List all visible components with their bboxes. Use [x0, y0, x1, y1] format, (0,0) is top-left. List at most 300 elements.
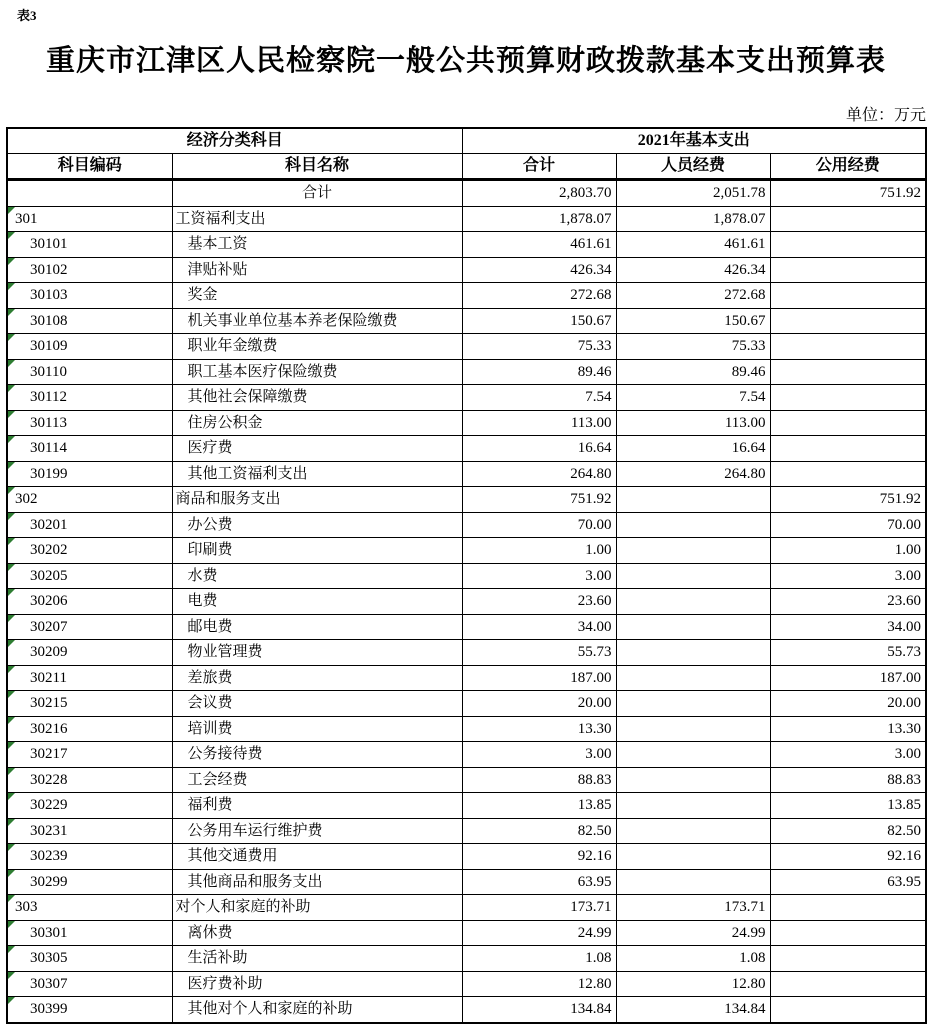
cell-total — [462, 665, 616, 691]
cell-personnel-expense — [616, 257, 770, 283]
table-row — [7, 742, 926, 768]
cell-public-expense — [770, 920, 926, 946]
cell-subject-code-text: 30201 — [30, 516, 68, 533]
cell-subject-code — [7, 971, 172, 997]
cell-personnel-expense — [616, 563, 770, 589]
cell-subject-code — [7, 997, 172, 1023]
col-header-subject-name: 科目名称 — [172, 154, 462, 180]
table-row — [7, 206, 926, 232]
cell-public-expense — [770, 385, 926, 411]
cell-total-text: 88.83 — [577, 771, 612, 788]
cell-subject-name-text: 其他社会保障缴费 — [187, 389, 308, 405]
cell-subject-code-text: 303 — [15, 899, 38, 915]
cell-total-text: 461.61 — [570, 236, 612, 252]
cell-subject-name — [172, 589, 462, 615]
cell-subject-code-text: 30113 — [30, 414, 67, 431]
cell-subject-name-text: 公务用车运行维护费 — [187, 822, 323, 839]
cell-personnel-expense — [616, 538, 770, 564]
cell-total — [462, 461, 616, 487]
cell-subject-code — [7, 716, 172, 742]
cell-public-expense — [770, 512, 926, 538]
cell-public-expense — [770, 232, 926, 258]
cell-subject-code — [7, 793, 172, 819]
cell-subject-code-text: 30103 — [30, 287, 68, 303]
table-header — [7, 128, 926, 180]
green-triangle-icon — [8, 997, 15, 1004]
cell-subject-name-text: 其他交通费用 — [187, 848, 278, 864]
green-triangle-icon — [8, 666, 15, 673]
cell-subject-name-text: 津贴补贴 — [187, 261, 248, 278]
cell-subject-name — [172, 206, 462, 232]
cell-subject-code-text: 30199 — [30, 465, 68, 482]
cell-personnel-expense — [616, 920, 770, 946]
cell-public-expense — [770, 410, 926, 436]
table-body — [7, 180, 926, 1023]
cell-total — [462, 869, 616, 895]
cell-subject-name — [172, 385, 462, 411]
cell-subject-code-text: 30112 — [30, 389, 67, 405]
cell-subject-code — [7, 640, 172, 666]
table-row — [7, 589, 926, 615]
cell-total — [462, 563, 616, 589]
cell-total — [462, 410, 616, 436]
cell-total-text: 23.60 — [577, 593, 612, 609]
cell-personnel-expense — [616, 946, 770, 972]
cell-total — [462, 895, 616, 921]
cell-subject-name-text: 其他对个人和家庭的补助 — [187, 1001, 353, 1017]
cell-public-expense — [770, 640, 926, 666]
header-economic-classification: 经济分类科目 — [7, 128, 462, 154]
cell-subject-code — [7, 461, 172, 487]
cell-subject-code-text: 30216 — [30, 720, 68, 737]
table-row — [7, 359, 926, 385]
cell-personnel-expense-text: 75.33 — [731, 338, 766, 354]
cell-subject-name-text: 工会经费 — [187, 771, 248, 788]
cell-total — [462, 308, 616, 334]
table-row — [7, 385, 926, 411]
cell-personnel-expense — [616, 512, 770, 538]
col-header-public-expense: 公用经费 — [770, 154, 926, 180]
cell-total-text: 3.00 — [585, 746, 612, 762]
green-triangle-icon — [8, 844, 15, 851]
cell-subject-name — [172, 691, 462, 717]
cell-subject-code — [7, 512, 172, 538]
green-triangle-icon — [8, 972, 15, 979]
cell-personnel-expense-text: 134.84 — [724, 1001, 766, 1017]
cell-subject-code-text: 30114 — [30, 440, 67, 456]
cell-subject-code-text: 30228 — [30, 771, 68, 788]
cell-subject-name-text: 医疗费补助 — [187, 975, 263, 992]
cell-subject-code — [7, 257, 172, 283]
cell-public-expense — [770, 308, 926, 334]
cell-total — [462, 920, 616, 946]
cell-total-text: 187.00 — [570, 669, 612, 686]
cell-subject-code-text: 30108 — [30, 312, 68, 329]
green-triangle-icon — [8, 513, 15, 520]
cell-public-expense-text: 751.92 — [879, 185, 922, 201]
green-triangle-icon — [8, 232, 15, 239]
cell-personnel-expense-text: 7.54 — [739, 389, 766, 405]
table-row — [7, 410, 926, 436]
cell-subject-name-text: 福利费 — [187, 797, 233, 813]
cell-total — [462, 283, 616, 309]
cell-total-text: 272.68 — [570, 287, 612, 303]
cell-subject-code — [7, 614, 172, 640]
cell-public-expense-text: 13.30 — [887, 720, 922, 737]
green-triangle-icon — [8, 309, 15, 316]
cell-subject-name — [172, 436, 462, 462]
cell-public-expense — [770, 997, 926, 1023]
cell-subject-name — [172, 640, 462, 666]
cell-personnel-expense — [616, 334, 770, 360]
table-row — [7, 844, 926, 870]
green-triangle-icon — [8, 946, 15, 953]
cell-total-text: 12.80 — [577, 975, 612, 992]
cell-subject-name — [172, 716, 462, 742]
cell-subject-code — [7, 665, 172, 691]
table-row — [7, 640, 926, 666]
cell-personnel-expense-text: 89.46 — [731, 363, 766, 380]
cell-subject-name — [172, 180, 462, 207]
cell-subject-name — [172, 665, 462, 691]
cell-personnel-expense — [616, 385, 770, 411]
cell-public-expense-text: 88.83 — [887, 771, 922, 788]
cell-total — [462, 359, 616, 385]
cell-subject-code-text: 30229 — [30, 797, 68, 813]
cell-public-expense — [770, 946, 926, 972]
cell-subject-code — [7, 691, 172, 717]
cell-total-text: 16.64 — [577, 440, 612, 456]
cell-subject-code-text: 30209 — [30, 644, 68, 660]
cell-subject-code-text: 30307 — [30, 975, 68, 992]
cell-total — [462, 436, 616, 462]
cell-personnel-expense — [616, 665, 770, 691]
cell-total-text: 89.46 — [577, 363, 612, 380]
cell-subject-code — [7, 232, 172, 258]
table-row — [7, 538, 926, 564]
green-triangle-icon — [8, 283, 15, 290]
cell-total — [462, 997, 616, 1023]
cell-subject-code-text: 30109 — [30, 338, 68, 354]
cell-subject-code — [7, 895, 172, 921]
cell-subject-name-text: 会议费 — [187, 695, 233, 711]
cell-subject-name-text: 公务接待费 — [187, 746, 263, 762]
cell-personnel-expense — [616, 793, 770, 819]
table-row — [7, 946, 926, 972]
cell-total — [462, 334, 616, 360]
cell-public-expense-text: 3.00 — [894, 567, 922, 584]
cell-subject-name-text: 奖金 — [187, 287, 218, 303]
cell-subject-name-text: 电费 — [187, 593, 218, 609]
cell-public-expense — [770, 436, 926, 462]
cell-public-expense — [770, 742, 926, 768]
cell-total-text: 82.50 — [577, 822, 612, 839]
cell-subject-name-text: 机关事业单位基本养老保险缴费 — [187, 312, 398, 329]
green-triangle-icon — [8, 717, 15, 724]
cell-subject-name — [172, 334, 462, 360]
cell-subject-code-text: 30239 — [30, 848, 68, 864]
cell-personnel-expense-text: 16.64 — [731, 440, 766, 456]
cell-subject-name — [172, 283, 462, 309]
green-triangle-icon — [8, 742, 15, 749]
cell-total-text: 426.34 — [570, 261, 612, 278]
table-row — [7, 487, 926, 513]
cell-public-expense — [770, 257, 926, 283]
cell-personnel-expense — [616, 818, 770, 844]
cell-total-text: 751.92 — [570, 491, 612, 507]
cell-subject-name-text: 医疗费 — [187, 440, 233, 456]
cell-total-text: 55.73 — [577, 644, 612, 660]
green-triangle-icon — [8, 793, 15, 800]
cell-total-text: 150.67 — [570, 312, 612, 329]
cell-personnel-expense-text: 426.34 — [724, 261, 766, 278]
cell-total-text: 264.80 — [570, 465, 612, 482]
cell-total — [462, 640, 616, 666]
cell-subject-name — [172, 410, 462, 436]
cell-total — [462, 206, 616, 232]
cell-subject-name-text: 培训费 — [187, 720, 233, 737]
cell-subject-name — [172, 742, 462, 768]
cell-personnel-expense — [616, 359, 770, 385]
cell-subject-name — [172, 308, 462, 334]
cell-subject-code-text: 30211 — [30, 669, 67, 686]
cell-subject-code — [7, 359, 172, 385]
cell-total — [462, 844, 616, 870]
cell-subject-code — [7, 283, 172, 309]
cell-subject-code-text: 302 — [15, 491, 38, 507]
cell-subject-name-text: 差旅费 — [187, 669, 233, 686]
cell-personnel-expense — [616, 436, 770, 462]
table-row — [7, 793, 926, 819]
col-header-subject-code: 科目编码 — [7, 154, 172, 180]
cell-subject-name-text: 对个人和家庭的补助 — [175, 899, 311, 915]
cell-subject-name-text: 职工基本医疗保险缴费 — [187, 363, 338, 380]
cell-public-expense — [770, 665, 926, 691]
cell-personnel-expense-text: 173.71 — [724, 899, 766, 915]
cell-personnel-expense — [616, 206, 770, 232]
cell-subject-name — [172, 614, 462, 640]
cell-subject-name — [172, 997, 462, 1023]
cell-subject-code — [7, 767, 172, 793]
cell-public-expense — [770, 538, 926, 564]
cell-total — [462, 716, 616, 742]
cell-subject-name — [172, 232, 462, 258]
cell-subject-code-text: 30202 — [30, 542, 68, 558]
cell-personnel-expense-text: 113.00 — [724, 414, 766, 431]
cell-total-text: 92.16 — [577, 848, 612, 864]
table-row — [7, 334, 926, 360]
cell-personnel-expense-text: 150.67 — [724, 312, 766, 329]
cell-personnel-expense — [616, 308, 770, 334]
cell-subject-code-text: 30231 — [30, 822, 68, 839]
green-triangle-icon — [8, 487, 15, 494]
cell-subject-code-text: 30205 — [30, 567, 68, 584]
green-triangle-icon — [8, 411, 15, 418]
cell-subject-code-text: 30215 — [30, 695, 68, 711]
cell-total-text: 134.84 — [570, 1001, 612, 1017]
cell-total-text: 13.30 — [577, 720, 612, 737]
cell-public-expense-text: 34.00 — [887, 618, 922, 635]
green-triangle-icon — [8, 258, 15, 265]
cell-total-text: 2,803.70 — [559, 185, 612, 201]
cell-public-expense-text: 63.95 — [887, 873, 922, 890]
col-header-total: 合计 — [462, 154, 616, 180]
cell-subject-code — [7, 563, 172, 589]
cell-public-expense — [770, 971, 926, 997]
table-row — [7, 869, 926, 895]
cell-personnel-expense — [616, 640, 770, 666]
table-row — [7, 436, 926, 462]
cell-subject-code-text: 30305 — [30, 950, 68, 966]
green-triangle-icon — [8, 207, 15, 214]
table-row — [7, 461, 926, 487]
cell-total-text: 75.33 — [577, 338, 612, 354]
cell-personnel-expense — [616, 691, 770, 717]
cell-subject-code-text: 30207 — [30, 618, 68, 635]
cell-subject-name — [172, 920, 462, 946]
green-triangle-icon — [8, 870, 15, 877]
table-row — [7, 257, 926, 283]
cell-total-text: 1,878.07 — [559, 210, 612, 227]
cell-subject-name — [172, 538, 462, 564]
cell-personnel-expense — [616, 767, 770, 793]
page-title: 重庆市江津区人民检察院一般公共预算财政拨款基本支出预算表 — [45, 45, 886, 77]
cell-public-expense — [770, 283, 926, 309]
cell-total-text: 63.95 — [577, 873, 612, 890]
cell-subject-code-text: 30206 — [30, 593, 68, 609]
cell-subject-code — [7, 818, 172, 844]
cell-personnel-expense — [616, 283, 770, 309]
cell-personnel-expense-text: 1,878.07 — [713, 210, 766, 227]
table-number-tag: 表3 — [17, 8, 37, 23]
cell-subject-name — [172, 359, 462, 385]
table-row — [7, 563, 926, 589]
cell-total — [462, 232, 616, 258]
cell-total-text: 70.00 — [577, 516, 612, 533]
cell-subject-code-text: 30110 — [30, 363, 67, 380]
cell-public-expense-text: 70.00 — [887, 516, 922, 533]
cell-public-expense — [770, 461, 926, 487]
table-row — [7, 997, 926, 1023]
cell-public-expense — [770, 767, 926, 793]
table-row — [7, 665, 926, 691]
cell-subject-name-text: 办公费 — [187, 516, 233, 533]
cell-public-expense — [770, 334, 926, 360]
cell-personnel-expense — [616, 895, 770, 921]
table-row — [7, 283, 926, 309]
cell-public-expense — [770, 869, 926, 895]
cell-subject-name-text: 基本工资 — [187, 236, 248, 252]
cell-public-expense-text: 23.60 — [887, 593, 922, 609]
cell-total — [462, 946, 616, 972]
cell-total — [462, 257, 616, 283]
green-triangle-icon — [8, 895, 15, 902]
cell-total-text: 24.99 — [577, 924, 612, 941]
green-triangle-icon — [8, 334, 15, 341]
cell-subject-name — [172, 869, 462, 895]
cell-total — [462, 971, 616, 997]
cell-subject-code — [7, 334, 172, 360]
cell-public-expense — [770, 614, 926, 640]
cell-total — [462, 691, 616, 717]
table-row — [7, 716, 926, 742]
cell-public-expense-text: 20.00 — [887, 695, 922, 711]
cell-public-expense — [770, 895, 926, 921]
green-triangle-icon — [8, 436, 15, 443]
table-row — [7, 512, 926, 538]
cell-public-expense — [770, 487, 926, 513]
cell-subject-code — [7, 742, 172, 768]
cell-total-text: 113.00 — [570, 414, 612, 431]
cell-total — [462, 487, 616, 513]
cell-public-expense-text: 187.00 — [879, 669, 922, 686]
green-triangle-icon — [8, 640, 15, 647]
cell-total — [462, 742, 616, 768]
cell-subject-code — [7, 869, 172, 895]
cell-personnel-expense — [616, 589, 770, 615]
green-triangle-icon — [8, 385, 15, 392]
cell-subject-name-text: 邮电费 — [187, 618, 233, 635]
cell-subject-name-text: 其他商品和服务支出 — [187, 873, 323, 890]
cell-public-expense — [770, 818, 926, 844]
cell-subject-name-text: 合计 — [302, 185, 333, 201]
table-row — [7, 691, 926, 717]
cell-personnel-expense — [616, 742, 770, 768]
cell-total — [462, 767, 616, 793]
table-row — [7, 232, 926, 258]
green-triangle-icon — [8, 564, 15, 571]
header-2021-basic-expenditure: 2021年基本支出 — [462, 128, 926, 154]
cell-total-text: 1.08 — [585, 950, 612, 966]
cell-subject-code — [7, 385, 172, 411]
cell-public-expense-text: 55.73 — [887, 644, 922, 660]
cell-total-text: 13.85 — [577, 797, 612, 813]
cell-personnel-expense-text: 1.08 — [739, 950, 766, 966]
table-row — [7, 308, 926, 334]
green-triangle-icon — [8, 462, 15, 469]
cell-subject-name — [172, 818, 462, 844]
cell-subject-code — [7, 844, 172, 870]
cell-subject-code-text: 30102 — [30, 261, 68, 278]
cell-total — [462, 614, 616, 640]
cell-personnel-expense — [616, 997, 770, 1023]
unit-label: 单位：万元 — [845, 107, 926, 124]
cell-subject-code-text: 301 — [15, 210, 38, 227]
header-columns-row — [7, 154, 926, 180]
cell-subject-name — [172, 946, 462, 972]
cell-total — [462, 180, 616, 207]
cell-subject-name — [172, 461, 462, 487]
cell-personnel-expense — [616, 487, 770, 513]
cell-public-expense — [770, 844, 926, 870]
cell-public-expense — [770, 180, 926, 207]
cell-subject-code — [7, 410, 172, 436]
table-row — [7, 767, 926, 793]
cell-personnel-expense-text: 12.80 — [731, 975, 766, 992]
cell-personnel-expense — [616, 716, 770, 742]
cell-total-text: 34.00 — [577, 618, 612, 635]
cell-public-expense — [770, 691, 926, 717]
cell-public-expense-text: 751.92 — [879, 491, 922, 507]
cell-personnel-expense-text: 264.80 — [724, 465, 766, 482]
cell-personnel-expense-text: 272.68 — [724, 287, 766, 303]
cell-subject-name-text: 离休费 — [187, 924, 233, 941]
cell-subject-name — [172, 895, 462, 921]
cell-total-text: 173.71 — [570, 899, 612, 915]
cell-total-text: 20.00 — [577, 695, 612, 711]
cell-subject-name — [172, 487, 462, 513]
cell-total-text: 7.54 — [585, 389, 612, 405]
